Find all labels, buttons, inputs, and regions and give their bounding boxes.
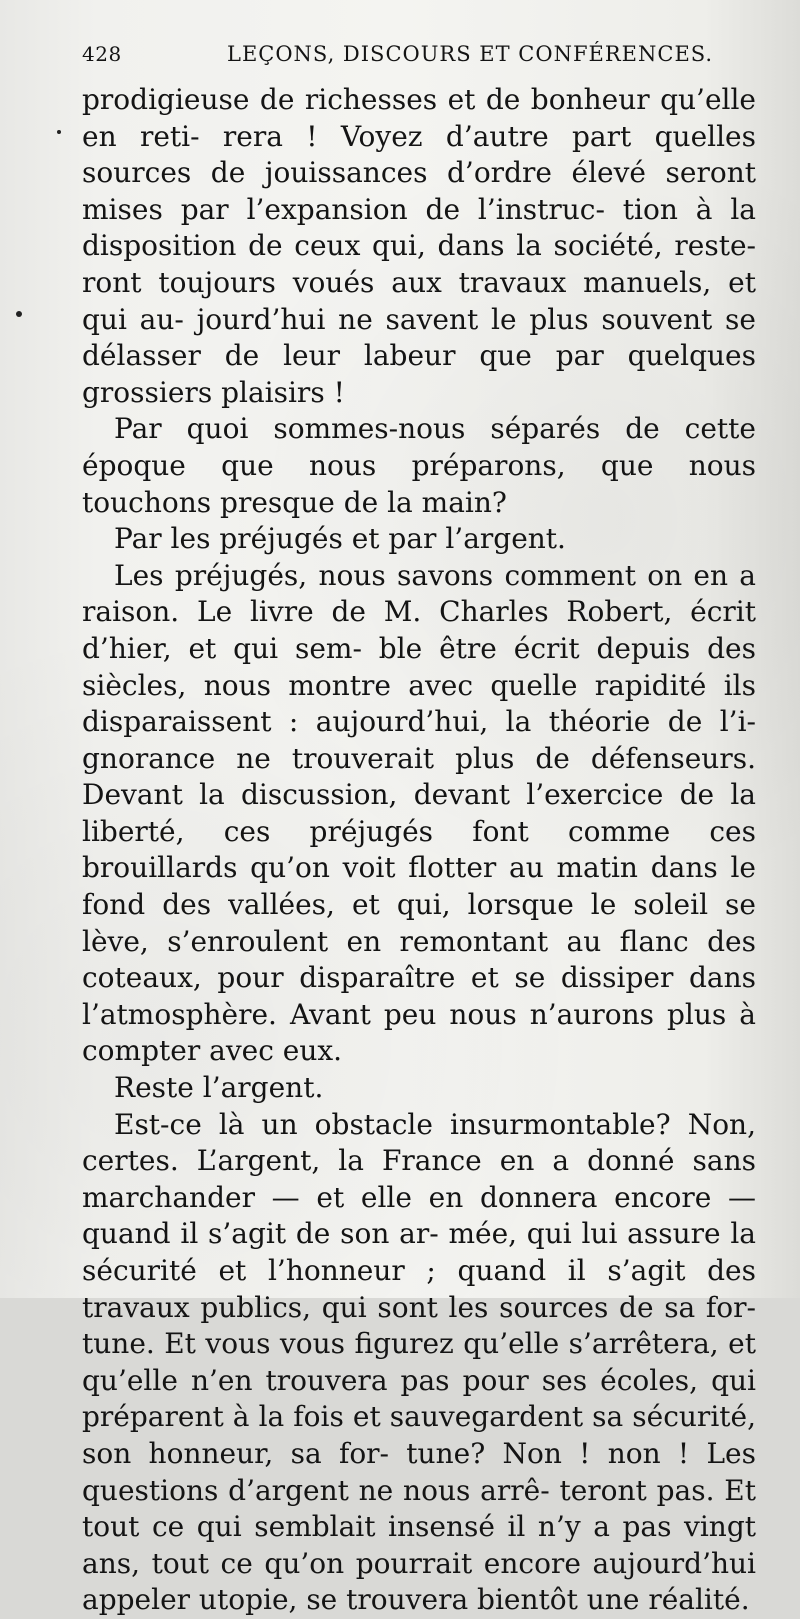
paragraph-1: prodigieuse de richesses et de bonheur qu’elle en reti- rera ! Voyez d’autre part quelles sources de jouissances d’ordre élevé seront mises par l’expansion de l’instruc- tion à la disposition de ceux qui, dans la société, reste- ront toujours voués aux travaux manuels, et qui au- jourd’hui ne savent le plus souvent se délasser de leur labeur que par quelques grossiers plaisirs ! — [82, 83, 756, 409]
paragraph-2: Par quoi sommes-nous séparés de cette époque que nous préparons, que nous touchons presque de la main? — [82, 412, 756, 519]
paragraph-6: Est-ce là un obstacle insurmontable? Non, certes. L’argent, la France en a donné sans marchander — et elle en donnera encore — quand il s’agit de son ar- mée, qui lui assure la sécurité et l’honneur ; quand il s’agit des travaux publics, qui sont les sources de sa for- tune. Et vous vous figurez qu’elle s’arrêtera, et qu’elle n’en trouvera pas pour ses écoles, qui préparent à la fois et sauvegardent sa sécurité, son honneur, sa for- tune? Non ! non ! Les questions d’argent ne nous arrê- teront pas. Et tout ce qui semblait insensé il n’y a pas vingt ans, tout ce qu’on pourrait encore aujourd’hui appeler utopie, se trouvera bientôt une réalité. — [82, 1107, 756, 1617]
body-text — [82, 82, 756, 1619]
margin-dot-1 — [57, 130, 61, 134]
running-head — [82, 40, 752, 76]
running-title: LEÇONS, DISCOURS ET CONFÉRENCES. — [227, 42, 714, 66]
page-number: 428 — [82, 42, 122, 66]
margin-dot-2 — [16, 311, 22, 317]
paragraph-5: Reste l’argent. — [114, 1071, 324, 1105]
paragraph-4: Les préjugés, nous savons comment on en a raison. Le livre de M. Charles Robert, écrit d’hier, et qui sem- ble être écrit depuis des siècles, nous montre avec quelle rapidité ils disparaissent : aujourd’hui, la théorie de l’i- gnorance ne trouverait plus de défenseurs. Devant la discussion, devant l’exercice de la liberté, ces préjugés font comme ces brouillards qu’on voit flotter au matin dans le fond des vallées, et qui, lorsque le soleil se lève, s’enroulent en remontant au flanc des coteaux, pour disparaître et se dissiper dans l’atmosphère. Avant peu nous n’aurons plus à compter avec eux. — [82, 558, 756, 1068]
paragraph-3: Par les préjugés et par l’argent. — [114, 522, 566, 556]
